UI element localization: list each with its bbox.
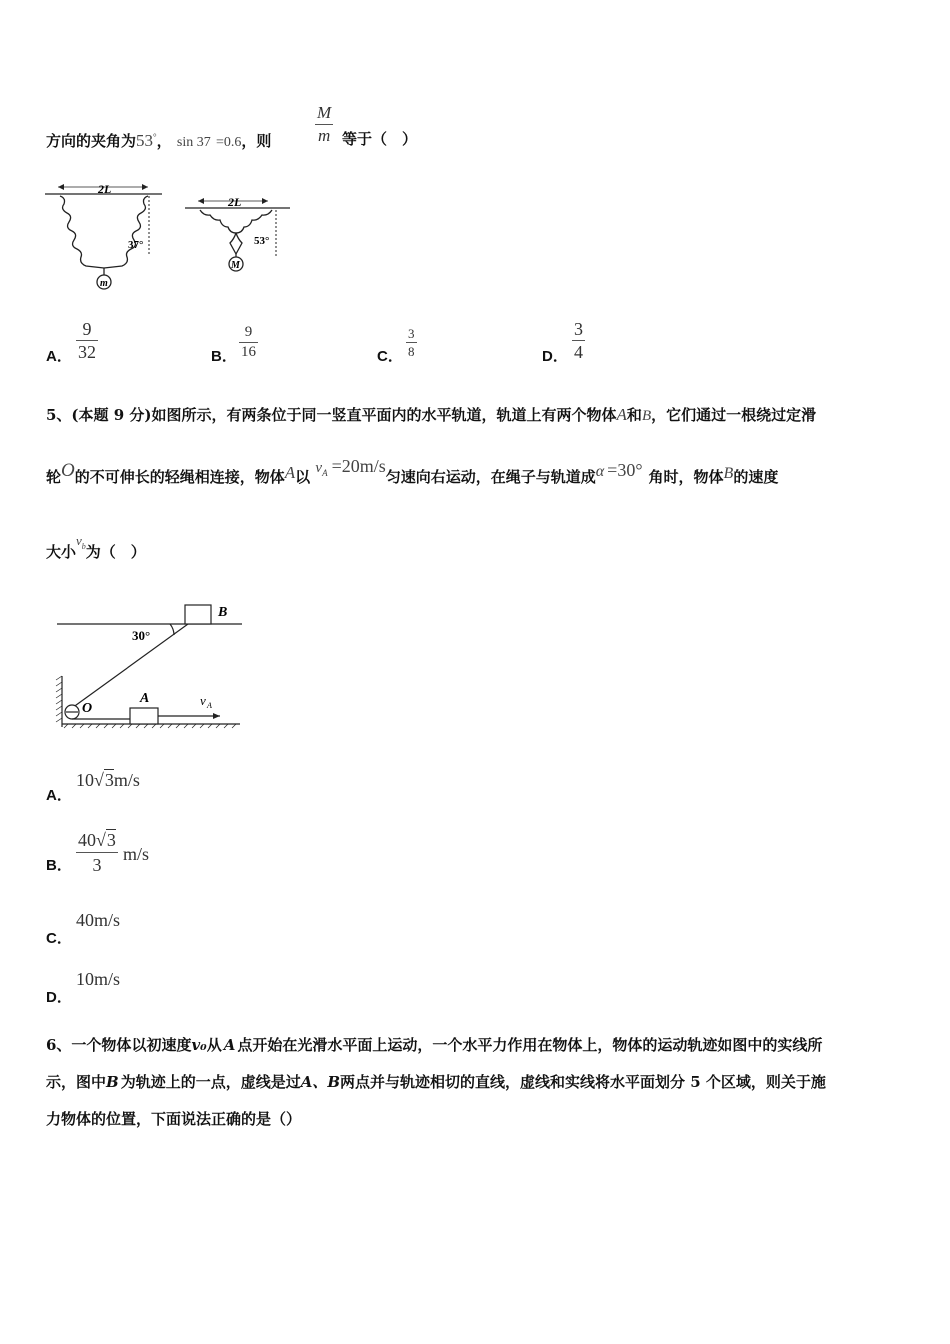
q5-option-b-num-coef: 40 xyxy=(78,830,96,850)
q4-option-a-num: 9 xyxy=(82,319,92,339)
q5-option-c[interactable] xyxy=(46,910,246,946)
q5-option-b-num: 40√3 xyxy=(78,830,116,850)
q5-line2-e: 角时，物体 xyxy=(648,468,724,486)
q4-fig-left-length: 2L xyxy=(98,182,112,196)
q5-line-3 xyxy=(46,533,146,563)
q5-fig-v-sub: A xyxy=(207,701,212,710)
q5-alpha-value: =30° xyxy=(607,460,643,480)
q4-stem xyxy=(46,100,271,150)
q4-spring-figure xyxy=(40,178,300,300)
q6-line1-b: 从 xyxy=(206,1036,222,1054)
q5-line2-c: 以 xyxy=(295,468,311,486)
q4-sin-val: =0.6 xyxy=(215,135,242,150)
q4-option-a-fraction xyxy=(76,318,98,363)
q4-deg: ° xyxy=(153,132,157,142)
q4-option-c-num: 3 xyxy=(408,326,415,341)
q4-angle: 53 xyxy=(136,131,154,150)
q6-line1-a: 6、一个物体以初速度 xyxy=(46,1036,192,1054)
q5-va-sub: A xyxy=(322,468,328,478)
q5-line1-a: 5、(本题 9 分)如图所示，有两条位于同一竖直平面内的水平轨道，轨道上有两个物体 xyxy=(46,406,617,424)
q4-fig-right-mass: M xyxy=(231,260,240,271)
q6-var-ab: A、B xyxy=(300,1073,341,1091)
q4-option-d-num: 3 xyxy=(574,319,583,339)
q4-ratio-fraction xyxy=(315,102,333,147)
q4-fig-left-mass: m xyxy=(100,278,108,289)
q5-vb-sub: b xyxy=(81,542,86,551)
q5-option-c-value: 40m/s xyxy=(76,910,121,930)
q4-option-b-fraction xyxy=(239,323,258,362)
q5-option-a-value: 10√3m/s xyxy=(76,770,140,790)
q5-option-a-unit: m/s xyxy=(113,770,140,790)
q4-sin-expr: sin 37 xyxy=(176,135,211,150)
q5-line2-a: 轮 xyxy=(46,468,62,486)
q5-option-b-num-rad: 3 xyxy=(106,830,116,850)
q5-option-a-rad: 3 xyxy=(104,770,114,790)
q6-line-2 xyxy=(46,1071,826,1092)
q6-var-a: A xyxy=(223,1036,236,1054)
q5-line3-a: 大小 xyxy=(46,543,77,561)
q5-va-value: =20m/s xyxy=(331,456,386,476)
q5-fig-o-label: O xyxy=(82,701,93,716)
q4-comma: ， xyxy=(156,132,172,150)
q4-option-c-label: C． xyxy=(377,348,403,365)
q5-var-b: B xyxy=(641,408,652,424)
q5-option-a-label: A． xyxy=(46,787,72,804)
q6-line-1 xyxy=(46,1034,822,1055)
q4-option-c-fraction xyxy=(406,325,417,360)
q5-option-c-label: C． xyxy=(46,930,72,947)
q5-vb-expr xyxy=(76,531,86,549)
q5-pulley-figure xyxy=(52,600,252,735)
q5-and: 和 xyxy=(626,406,642,424)
q4-ratio-num: M xyxy=(317,103,332,122)
q5-fig-b-label: B xyxy=(218,605,228,620)
q4-option-a-label: A． xyxy=(46,348,72,365)
q5-option-b-label: B． xyxy=(46,857,72,874)
q4-option-d-label: D． xyxy=(542,348,568,365)
q4-fig-right-length: 2L xyxy=(228,195,242,209)
q6-line2-b: 为轨迹上的一点，虚线是过 xyxy=(120,1073,301,1091)
q6-line2-a: 示，图中 xyxy=(46,1073,107,1091)
q5-line-1 xyxy=(46,404,816,425)
q5-va-symbol: v xyxy=(315,460,323,476)
q5-var-b2: B xyxy=(723,465,734,482)
q5-option-a[interactable] xyxy=(46,770,246,804)
q4-option-b-den: 16 xyxy=(241,344,256,360)
q4-option-b-num: 9 xyxy=(244,324,253,340)
q5-vb-symbol: v xyxy=(76,533,82,548)
q6-line1-c: 点开始在光滑水平面上运动，一个水平力作用在物体上，物体的运动轨迹如图中的实线所 xyxy=(237,1036,823,1054)
q5-option-a-coef: 10 xyxy=(76,770,94,790)
q5-va-expr xyxy=(315,458,385,476)
q5-option-b[interactable] xyxy=(46,828,246,882)
q4-option-b-label: B． xyxy=(211,348,237,365)
q5-option-d[interactable] xyxy=(46,969,246,1005)
q5-var-o: O xyxy=(61,460,75,481)
q5-line3-b: 为（ ） xyxy=(85,543,146,561)
q5-option-b-den: 3 xyxy=(76,852,118,877)
q6-line2-c: 两点并与轨迹相切的直线，虚线和实线将水平面划分 5 个区域，则关于施 xyxy=(340,1073,826,1091)
q5-fig-v-label: v xyxy=(200,693,206,708)
q5-fig-angle: 30° xyxy=(132,628,151,643)
q4-fig-left-angle: 37° xyxy=(128,239,144,251)
q5-line1-b: ，它们通过一根绕过定滑 xyxy=(651,406,817,424)
q5-alpha-expr xyxy=(596,462,643,480)
q4-option-d-den: 4 xyxy=(574,342,583,362)
q4-option-a-den: 32 xyxy=(78,342,96,362)
q5-var-a2: A xyxy=(284,463,296,482)
q5-line-2 xyxy=(46,456,779,488)
q5-line2-f: 的速度 xyxy=(733,468,779,486)
q6-v0: v₀ xyxy=(191,1036,207,1054)
q4-stem-prefix: 方向的夹角为 xyxy=(46,132,137,150)
q6-var-b: B xyxy=(106,1073,119,1091)
q4-fig-right-angle: 53° xyxy=(254,235,270,247)
q5-option-d-value: 10m/s xyxy=(76,969,121,989)
q5-var-a: A xyxy=(616,405,627,424)
q5-alpha-symbol: α xyxy=(595,463,605,480)
q6-line-3: 力物体的位置，下面说法正确的是（） xyxy=(46,1110,302,1128)
q4-option-c-den: 8 xyxy=(408,344,415,359)
q5-option-b-fraction xyxy=(76,828,118,877)
q4-stem-suffix: 等于（ ） xyxy=(342,130,418,148)
q4-option-d-fraction xyxy=(572,318,585,363)
q5-line2-d: 匀速向右运动，在绳子与轨道成 xyxy=(385,468,596,486)
q4-then: ，则 xyxy=(241,132,272,150)
q5-option-b-unit: m/s xyxy=(123,844,150,864)
q4-ratio-den: m xyxy=(315,124,333,147)
q5-line2-b: 的不可伸长的轻绳相连接，物体 xyxy=(74,468,285,486)
q5-fig-a-label: A xyxy=(140,691,150,706)
q5-option-d-label: D． xyxy=(46,989,72,1006)
